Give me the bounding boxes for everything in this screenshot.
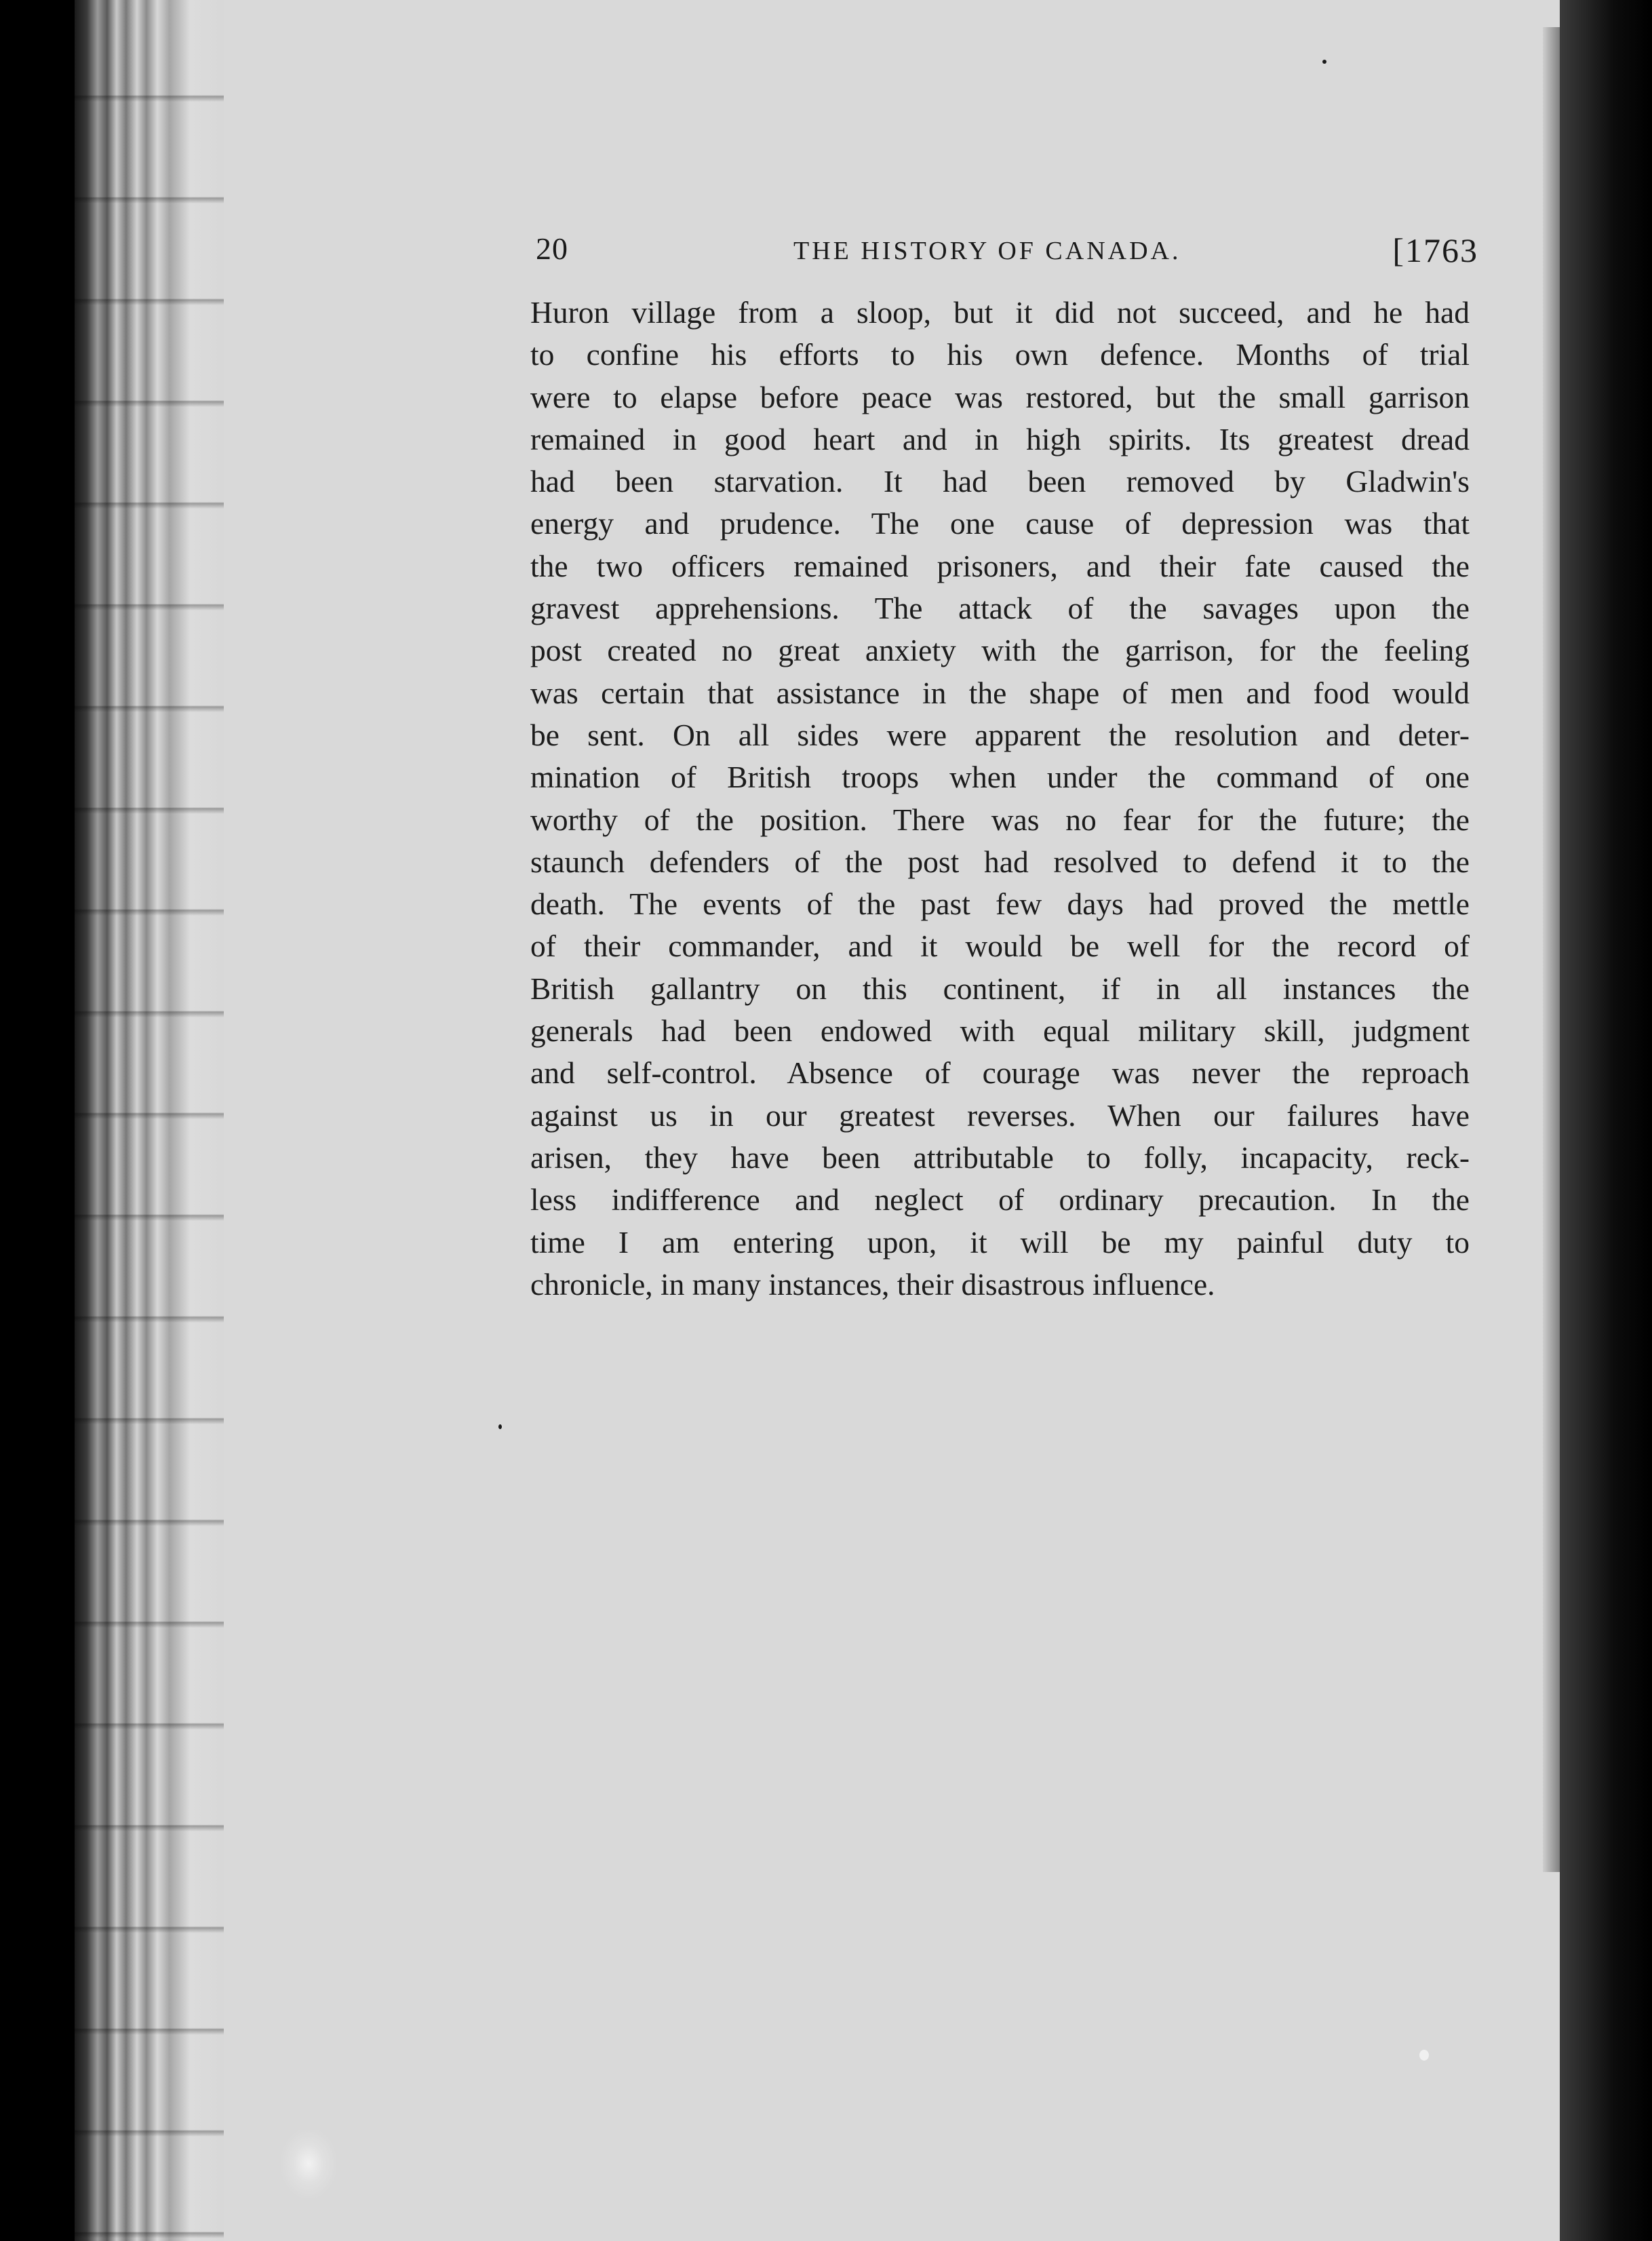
right-dark-margin xyxy=(1560,0,1652,2241)
text-line: generals had been endowed with equal military skill, judgment xyxy=(530,1013,1470,1049)
year-marker: [1763 xyxy=(1392,231,1478,269)
text-line: energy and prudence. The one cause of depression was that xyxy=(530,506,1470,541)
book-binding-edges xyxy=(75,0,237,2241)
text-line: gravest apprehensions. The attack of the savages upon the xyxy=(530,591,1470,626)
running-title: THE HISTORY OF CANADA. xyxy=(793,237,1181,265)
text-line: were to elapse before peace was restored, but the small garrison xyxy=(530,379,1470,414)
text-line: time I am entering upon, it will be my painful duty to xyxy=(530,1224,1470,1260)
page-number: 20 xyxy=(536,231,568,266)
text-line: death. The events of the past few days had proved the mettle xyxy=(530,886,1470,922)
text-line: worthy of the position. There was no fear for the future; the xyxy=(530,802,1470,837)
body-paragraph xyxy=(530,292,1470,1306)
text-line: was certain that assistance in the shape of men and food would xyxy=(530,675,1470,710)
ink-speck xyxy=(1419,2050,1429,2061)
text-line: less indifference and neglect of ordinary precaution. In the xyxy=(530,1182,1470,1217)
text-line: mination of British troops when under the command of one xyxy=(530,760,1470,795)
text-line: remained in good heart and in high spirits. Its greatest dread xyxy=(530,421,1470,456)
text-line: against us in our greatest reverses. When our failures have xyxy=(530,1097,1470,1133)
paper-blemish xyxy=(281,2130,336,2198)
text-line: British gallantry on this continent, if in all instances the xyxy=(530,971,1470,1006)
running-header xyxy=(536,231,1478,271)
text-line: to confine his efforts to his own defence. Months of trial xyxy=(530,337,1470,372)
text-line: arisen, they have been attributable to folly, incapacity, reck- xyxy=(530,1139,1470,1175)
text-line: staunch defenders of the post had resolved to defend it to the xyxy=(530,844,1470,879)
text-line: and self-control. Absence of courage was never the reproach xyxy=(530,1055,1470,1091)
text-line: chronicle, in many instances, their disastrous influence. xyxy=(530,1266,1215,1302)
text-line: post created no great anxiety with the garrison, for the feeling xyxy=(530,633,1470,668)
text-line: the two officers remained prisoners, and their fate caused the xyxy=(530,548,1470,583)
ink-speck xyxy=(1322,60,1326,64)
text-line: Huron village from a sloop, but it did not succeed, and he had xyxy=(530,295,1470,330)
ink-speck xyxy=(498,1424,502,1429)
text-line: be sent. On all sides were apparent the resolution and deter- xyxy=(530,717,1470,752)
text-line: had been starvation. It had been removed by Gladwin's xyxy=(530,464,1470,499)
text-line: of their commander, and it would be well for the record of xyxy=(530,929,1470,964)
